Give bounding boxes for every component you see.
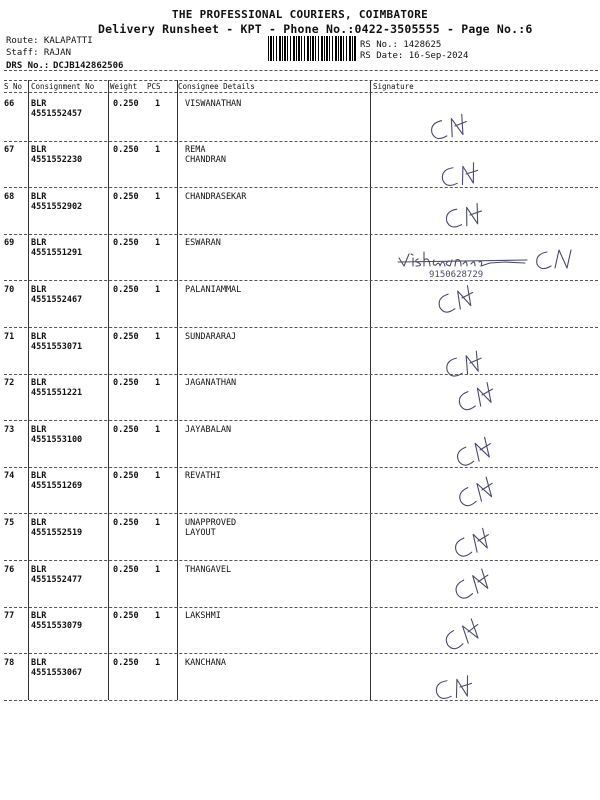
cell-pcs: 1	[155, 611, 161, 621]
cell-consignment: BLR 4551553079	[31, 611, 83, 631]
cell-consignee: VISWANATHAN	[185, 99, 242, 109]
cell-consignment: BLR 4551552457	[31, 99, 83, 119]
cell-sno: 75	[4, 518, 15, 528]
cell-weight: 0.250	[113, 611, 139, 621]
signature-stroke	[456, 476, 497, 509]
signature-stroke	[445, 203, 484, 229]
column-header-weight: Weight	[110, 82, 138, 91]
cell-sno: 68	[4, 192, 15, 202]
signature-text: CN	[437, 204, 440, 206]
cell-sno: 67	[4, 145, 15, 155]
signature-text: CN	[448, 389, 450, 392]
signature-text: CN	[428, 675, 430, 677]
signature-stroke	[456, 381, 497, 412]
company-title: THE PROFESSIONAL COURIERS, COIMBATORE	[171, 8, 429, 21]
cell-pcs: 1	[155, 285, 161, 295]
cell-pcs: 1	[155, 192, 161, 202]
column-header-pcs: PCS	[147, 82, 161, 91]
row-divider	[4, 234, 598, 235]
cell-pcs: 1	[155, 518, 161, 528]
divider	[4, 92, 598, 93]
cell-weight: 0.250	[113, 425, 139, 435]
cell-consignee: SUNDARARAJ	[185, 332, 237, 342]
cell-pcs: 1	[155, 99, 161, 109]
signature-ink	[434, 154, 498, 194]
cell-weight: 0.250	[113, 378, 139, 388]
cell-sno: 66	[4, 99, 15, 109]
struck-name-ink	[399, 252, 525, 266]
cell-weight: 0.250	[113, 332, 139, 342]
row-divider	[4, 187, 598, 188]
signature-stroke	[435, 675, 473, 700]
cell-pcs: 1	[155, 378, 161, 388]
cell-consignment: BLR 4551552519	[31, 518, 83, 538]
signature-stroke	[436, 285, 476, 315]
signature-stroke	[452, 527, 493, 559]
cell-weight: 0.250	[113, 238, 139, 248]
cell-consignee: REMA CHANDRAN	[185, 145, 226, 165]
cell-consignment: BLR 4551551269	[31, 471, 83, 491]
signature-text: CN	[434, 162, 436, 164]
signature-text: CN	[434, 631, 436, 633]
cell-weight: 0.250	[113, 145, 139, 155]
drs-number: DCJB142862506	[53, 61, 124, 71]
cell-consignee: CHANDRASEKAR	[185, 192, 247, 202]
cell-consignee: KANCHANA	[185, 658, 226, 668]
row-divider	[4, 467, 598, 468]
signature-ink	[438, 194, 503, 236]
cell-sno: 71	[4, 332, 15, 342]
handwritten-note	[395, 244, 585, 280]
cell-consignment: BLR 4551551221	[31, 378, 83, 398]
cell-consignment: BLR 4551552902	[31, 192, 83, 212]
cell-sno: 77	[4, 611, 15, 621]
row-divider	[4, 327, 598, 328]
signature-ink	[428, 667, 492, 707]
row-divider	[4, 607, 598, 608]
cell-consignee: JAYABALAN	[185, 425, 232, 435]
cell-pcs: 1	[155, 238, 161, 248]
staff-label: Staff: RAJAN	[6, 48, 72, 58]
signature-stroke	[429, 114, 468, 141]
cell-consignment: BLR 4551553067	[31, 658, 83, 678]
cell-weight: 0.250	[113, 285, 139, 295]
cell-sno: 78	[4, 658, 15, 668]
cell-weight: 0.250	[113, 658, 139, 668]
cell-weight: 0.250	[113, 99, 139, 109]
signature-stroke	[442, 618, 483, 653]
row-divider	[4, 513, 598, 514]
column-header-consignment: Consignment No	[31, 82, 95, 91]
cell-consignment: BLR 4551552477	[31, 565, 83, 585]
cell-consignment: BLR 4551551291	[31, 238, 83, 258]
cell-pcs: 1	[155, 145, 161, 155]
cell-sno: 70	[4, 285, 15, 295]
signature-text: CN	[446, 445, 448, 448]
divider	[4, 80, 598, 81]
cell-consignee: THANGAVEL	[185, 565, 232, 575]
row-divider	[4, 560, 598, 561]
cell-consignment: BLR 4551553071	[31, 332, 83, 352]
column-header-sno: S No	[4, 82, 23, 91]
cell-sno: 72	[4, 378, 15, 388]
cell-consignment: BLR 4551552230	[31, 145, 83, 165]
signature-stroke	[454, 436, 495, 468]
cell-consignee: REVATHI	[185, 471, 221, 481]
phone-number-handwritten: 9150628729	[429, 270, 484, 280]
cell-pcs: 1	[155, 425, 161, 435]
route-label: Route: KALAPATTI	[6, 36, 93, 46]
cell-weight: 0.250	[113, 471, 139, 481]
divider	[4, 70, 598, 71]
row-divider	[4, 653, 598, 654]
cell-pcs: 1	[155, 565, 161, 575]
signature-text: CN	[437, 354, 439, 356]
rs-date: RS Date: 16-Sep-2024	[360, 51, 469, 61]
row-divider	[4, 374, 598, 375]
cell-consignment: BLR 4551553100	[31, 425, 83, 445]
cell-pcs: 1	[155, 332, 161, 342]
rs-number: RS No.: 1428625	[360, 40, 442, 50]
column-header-consignee: Consignee Details	[178, 82, 255, 91]
cell-sno: 73	[4, 425, 15, 435]
cell-weight: 0.250	[113, 565, 139, 575]
cell-weight: 0.250	[113, 192, 139, 202]
cell-weight: 0.250	[113, 518, 139, 528]
signature-stroke	[452, 568, 493, 602]
barcode	[268, 36, 356, 61]
row-divider	[4, 700, 598, 701]
signature-text: CN	[448, 487, 450, 489]
cell-pcs: 1	[155, 658, 161, 668]
cn-initials-ink	[537, 250, 571, 269]
cell-consignee: ESWARAN	[185, 238, 221, 248]
signature-ink	[429, 274, 496, 323]
cell-consignee: UNAPPROVED LAYOUT	[185, 518, 237, 538]
cell-consignee: PALANIAMMAL	[185, 285, 242, 295]
cell-consignee: LAKSHMI	[185, 611, 221, 621]
struck-name-text: Vishwanathan	[395, 244, 403, 245]
signature-text: CN	[444, 580, 446, 582]
signature-text: CN	[422, 116, 424, 118]
cell-pcs: 1	[155, 471, 161, 481]
column-header-signature: Signature	[373, 82, 414, 91]
runsheet-title: Delivery Runsheet - KPT - Phone No.:0422-3505555 - Page No.:6	[98, 22, 533, 36]
row-divider	[4, 141, 598, 142]
signature-text: CN	[444, 536, 446, 539]
cell-sno: 69	[4, 238, 15, 248]
row-divider	[4, 420, 598, 421]
cell-consignment: BLR 4551552467	[31, 285, 83, 305]
signature-stroke	[441, 162, 479, 187]
cell-consignee: JAGANATHAN	[185, 378, 237, 388]
cell-sno: 74	[4, 471, 15, 481]
signature-text: CN	[428, 291, 430, 294]
cell-sno: 76	[4, 565, 15, 575]
drs-label: DRS No.:	[6, 61, 50, 71]
